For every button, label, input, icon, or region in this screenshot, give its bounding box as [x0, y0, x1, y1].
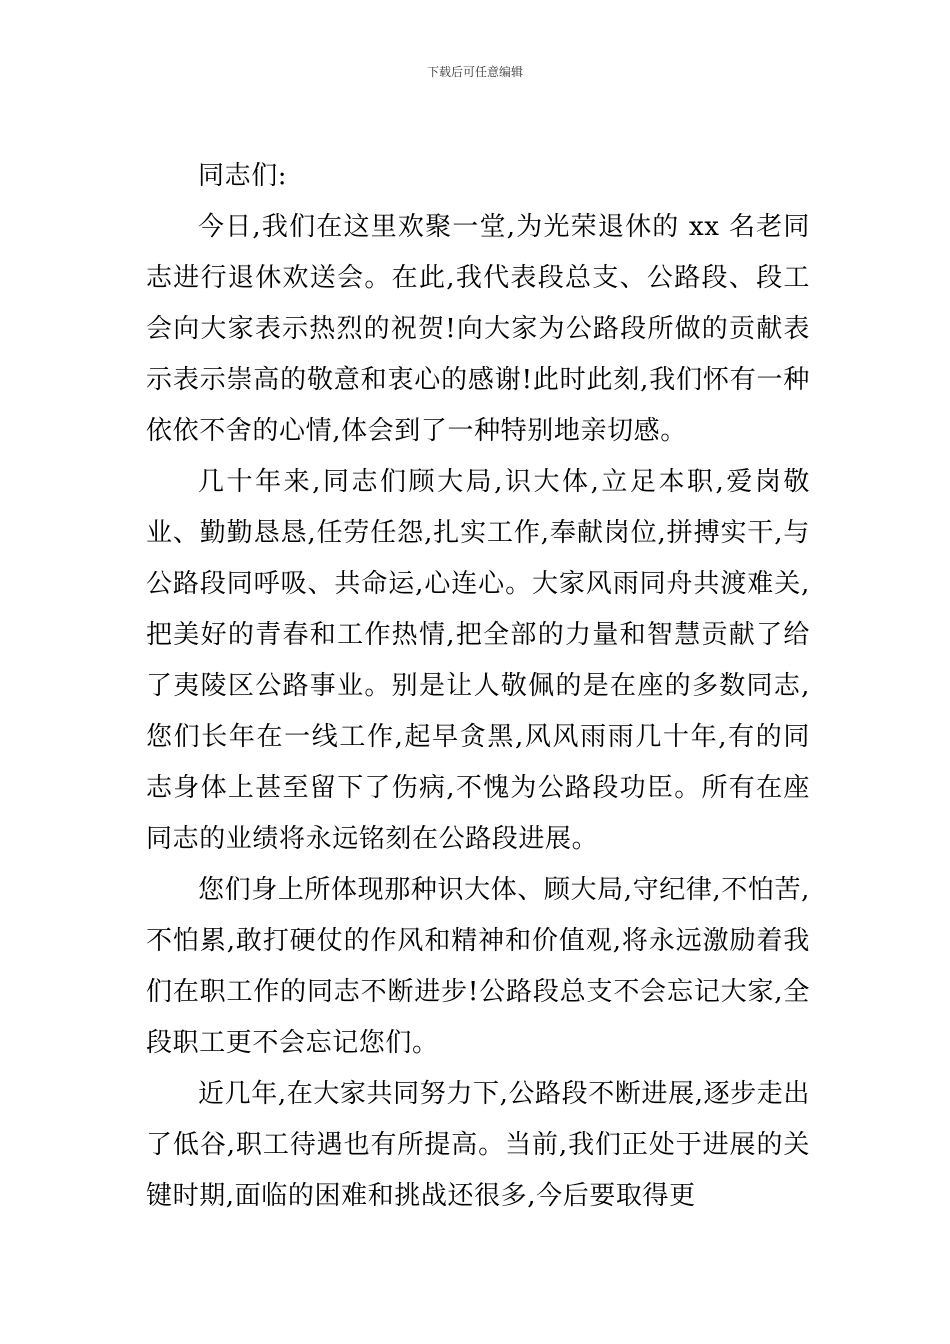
page-header-note: 下载后可任意编辑 — [426, 65, 523, 79]
document-body — [146, 151, 810, 1222]
paragraph-2: 几十年来,同志们顾大局,识大体,立足本职,爱岗敬业、勤勤恳恳,任劳任怨,扎实工作,奉献岗位,拼搏实干,与公路段同呼吸、共命运,心连心。大家风雨同舟共渡难关,把美好的青春和工作热情,把全部的力量和智慧贡献了给了夷陵区公路事业。别是让人敬佩的是在座的多数同志,您们长年在一线工作,起早贪黑,风风雨雨几十年,有的同志身体上甚至留下了伤病,不愧为公路段功臣。所有在座同志的业绩将永远铭刻在公路段进展。 — [146, 467, 810, 854]
greeting: 同志们: — [198, 161, 288, 191]
paragraph-4: 近几年,在大家共同努力下,公路段不断进展,逐步走出了低谷,职工待遇也有所提高。当前,我们正处于进展的关键时期,面临的困难和挑战还很多,今后要取得更 — [146, 1079, 810, 1211]
paragraph-3: 您们身上所体现那种识大体、顾大局,守纪律,不怕苦,不怕累,敢打硬仗的作风和精神和价值观,将永远激励着我们在职工作的同志不断进步!公路段总支不会忘记大家,全段职工更不会忘记您们。 — [146, 875, 810, 1058]
paragraph-1: 今日,我们在这里欢聚一堂,为光荣退休的 xx 名老同志进行退休欢送会。在此,我代表段总支、公路段、段工会向大家表示热烈的祝贺!向大家为公路段所做的贡献表示表示崇高的敬意和衷心的感谢!此时此刻,我们怀有一种依依不舍的心情,体会到了一种特别地亲切感。 — [146, 212, 810, 446]
